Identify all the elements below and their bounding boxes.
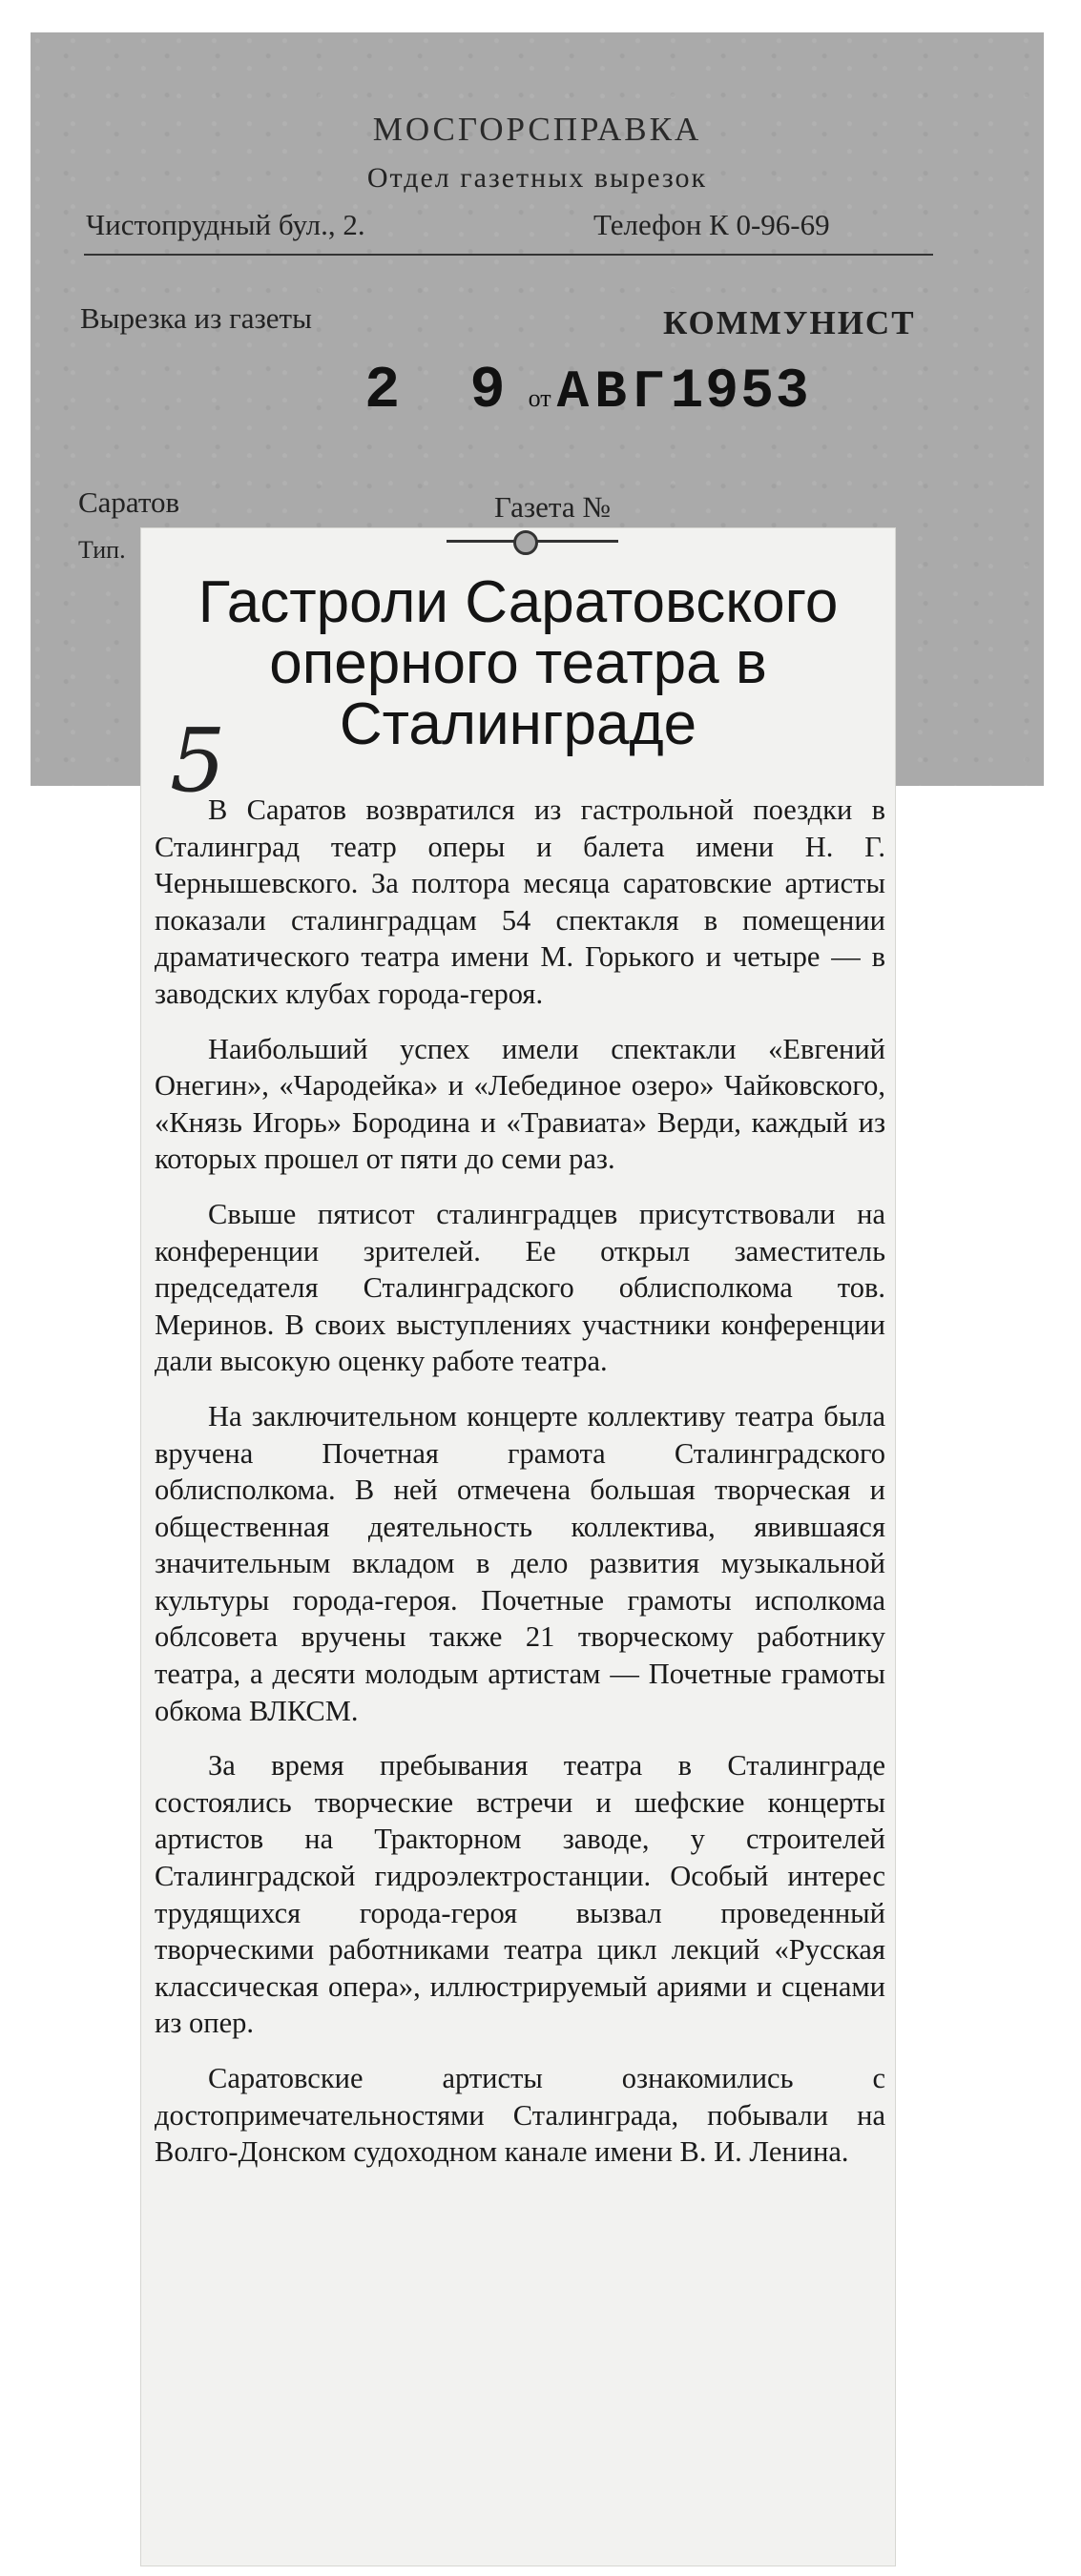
article-paragraph: Наибольший успех имели спектакли «Евгений Онегин», «Чародейка» и «Лебединое озеро» Чайковского, «Князь Игорь» Бородина и «Травиата» Верди, каждый из которых прошел от пяти до семи раз. (155, 1032, 885, 1176)
newspaper-name: КОММУНИСТ (663, 304, 916, 341)
tip-label: Тип. (78, 536, 126, 564)
article-paragraph: На заключительном концерте коллективу театра была вручена Почетная грамота Сталинградского облисполкома. В ней отмечена большая творческая и общественная деятельность коллектива, явившаяся значительным вкладом в дело развития музыкальной культуры города-героя. Почетные грамоты исполкома облсовета вручены также 21 творческому работнику театра, а десяти молодым артистам — Почетные грамоты обкома ВЛКСМ. (155, 1399, 885, 1727)
clipping-label: Вырезка из газеты (80, 301, 312, 335)
organization-phone: Телефон К 0-96-69 (593, 208, 830, 241)
organization-address: Чистопрудный бул., 2. (86, 208, 365, 241)
article-paragraph: Свыше пятисот сталинградцев присутствовали на конференции зрителей. Ее открыл заместитель председателя Сталинградского облисполкома тов. Меринов. В своих выступлениях участники конференции дали высокую оценку работе театра. (155, 1197, 885, 1378)
article-headline: Гастроли Саратовского оперного театра в Сталинграде (197, 569, 839, 757)
article-paragraph: В Саратов возвратился из гастрольной поездки в Сталинград театр оперы и балета имени Н. Г. Чернышевского. За полтора месяца саратовские артисты показали сталинградцам 54 спектакля в помещении драматического театра имени М. Горького и четыре — в заводских клубах города-героя. (155, 793, 885, 1010)
city-label: Саратов (78, 485, 180, 519)
article-body (155, 792, 885, 2189)
organization-name: МОСГОРСПРАВКА (372, 111, 702, 148)
date-month: АВГ (556, 361, 671, 422)
date-day: 2 9 (364, 357, 523, 424)
pin-circle-icon (513, 530, 538, 555)
department-name: Отдел газетных вырезок (366, 162, 708, 194)
handwritten-number: 5 (170, 710, 226, 812)
date-ot: от (528, 384, 551, 412)
date-year: 1953 (670, 361, 811, 423)
article-paragraph: За время пребывания театра в Сталинграде состоялись творческие встречи и шефские концерты артистов на Тракторном заводе, у строителей Сталинградской гидроэлектростанции. Особый интерес трудящихся города-героя вызвал проведенный творческими работниками театра цикл лекций «Русская классическая опера», иллюстрируемый ариями и сценами из опер. (155, 1749, 885, 2040)
newspaper-clipping (141, 528, 895, 2566)
header-divider (84, 254, 933, 256)
article-paragraph: Саратовские артисты ознакомились с достопримечательностями Сталинграда, побывали на Волго-Донском судоходном канале имени В. И. Ленина. (155, 2062, 885, 2169)
date-stamp (364, 357, 811, 424)
gazeta-number-label: Газета № (494, 490, 611, 524)
